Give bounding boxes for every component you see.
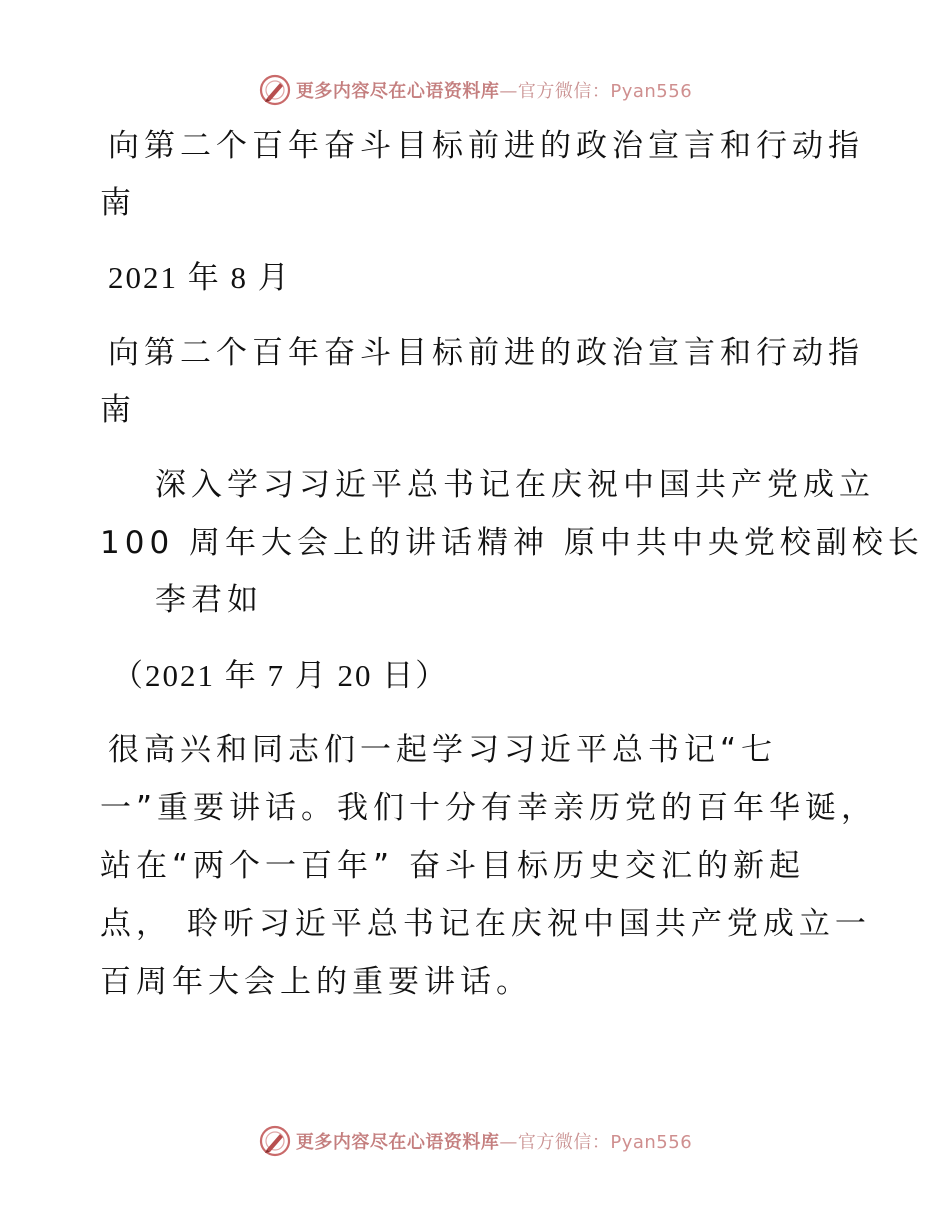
body-line-1: 很高兴和同志们一起学习习近平总书记“七 bbox=[108, 732, 778, 768]
watermark-dash: — bbox=[499, 1132, 518, 1153]
date-1: 2021 年 8 月 bbox=[108, 260, 291, 295]
body-line-5: 百周年大会上的重要讲话。 bbox=[100, 964, 532, 1000]
subtitle-line-1: 深入学习习近平总书记在庆祝中国共产党成立 bbox=[155, 467, 875, 503]
watermark-main-text: 更多内容尽在心语资料库 bbox=[295, 1132, 500, 1153]
watermark-sub-text: 官方微信： bbox=[517, 1132, 611, 1153]
watermark-id-text: Pyan556 bbox=[610, 1132, 693, 1153]
body-line-4: 点， 聆听习近平总书记在庆祝中国共产党成立一 bbox=[100, 906, 871, 942]
title-1-line-1: 向第二个百年奋斗目标前进的政治宣言和行动指 bbox=[108, 128, 864, 164]
title-1-line-2: 南 bbox=[100, 185, 136, 221]
subtitle-line-3: 李君如 bbox=[155, 582, 263, 618]
watermark-id-text: Pyan556 bbox=[610, 81, 693, 102]
title-2-line-2: 南 bbox=[100, 392, 136, 428]
footer-watermark bbox=[0, 1121, 950, 1161]
body-line-3: 站在“两个一百年” 奋斗目标历史交汇的新起 bbox=[100, 848, 805, 884]
subtitle-line-2: 100 周年大会上的讲话精神 原中共中央党校副校长 bbox=[100, 525, 924, 561]
title-2-line-1: 向第二个百年奋斗目标前进的政治宣言和行动指 bbox=[108, 335, 864, 371]
watermark-sub-text: 官方微信： bbox=[517, 81, 611, 102]
pen-circle-logo-icon bbox=[258, 1124, 292, 1158]
body-line-2: 一”重要讲话。我们十分有幸亲历党的百年华诞， bbox=[100, 790, 878, 826]
watermark-main-text: 更多内容尽在心语资料库 bbox=[295, 81, 500, 102]
watermark-text bbox=[296, 1128, 692, 1154]
date-2: （2021 年 7 月 20 日） bbox=[112, 658, 449, 693]
watermark-dash: — bbox=[499, 81, 518, 102]
